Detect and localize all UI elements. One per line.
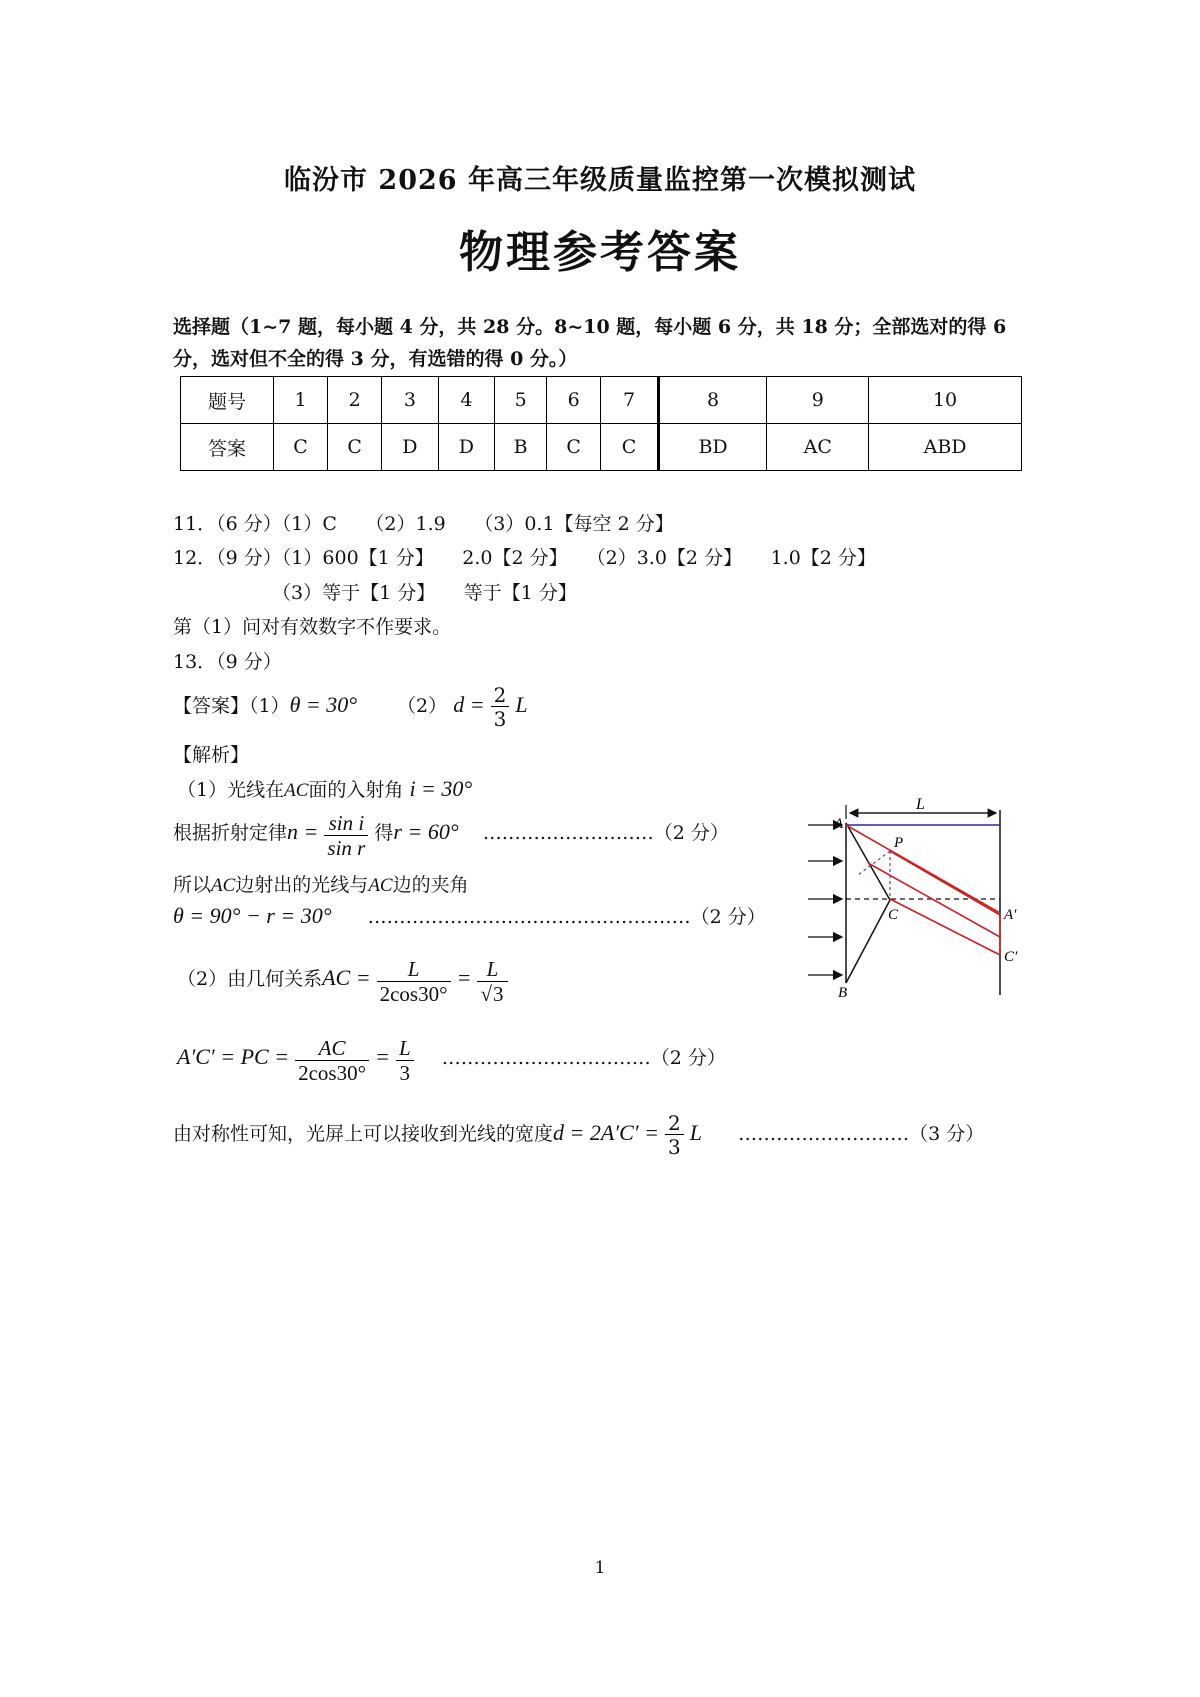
score-dots: …………………………… xyxy=(441,1047,651,1070)
answer-cell: C xyxy=(601,424,659,471)
label-b: B xyxy=(838,985,848,1001)
answer-cell: D xyxy=(438,424,494,471)
q12-answer-line2: （3）等于【1 分】 等于【1 分】 xyxy=(272,582,577,604)
score-dots: ……………………… xyxy=(738,1123,910,1145)
question-number-cell: 4 xyxy=(438,377,494,424)
ac-label: AC xyxy=(284,780,309,801)
question-number-cell: 8 xyxy=(658,377,767,424)
ac-over-cos-fraction: $\frac{AC}{2\cos 30^\circ}$ xyxy=(295,1037,369,1086)
final-width-line: 由对称性可知，光屏上可以接收到光线的宽度d = 2A′C′ = $\frac{2}{3}$ L ………………………（3 分） xyxy=(173,1111,985,1159)
refracted-ray-top xyxy=(846,825,1000,913)
ac-fraction: $\frac{L}{2\cos 30^\circ}$ xyxy=(377,958,451,1007)
ac-prime-line: A′C′ = PC = $\frac{AC}{2\cos 30^\circ}$ = $\frac{L}{3}$ ……………………………（2 分） xyxy=(177,1036,726,1086)
label-p: P xyxy=(894,835,904,851)
mc-instructions-line2: 分，选对但不全的得 3 分，有选错的得 0 分。） xyxy=(173,348,578,370)
exam-title: 临汾市 2026 年高三年级质量监控第一次模拟测试 xyxy=(284,165,916,196)
label-c-prime: C′ xyxy=(1004,949,1018,965)
table-header-cell: 答案 xyxy=(181,424,274,471)
question-number-cell: 3 xyxy=(382,377,438,424)
answer-cell: C xyxy=(274,424,328,471)
prism-refraction-diagram xyxy=(800,795,1018,1005)
emergent-angle-line: 所以AC边射出的光线与AC边的夹角 xyxy=(173,874,469,896)
question-number-cell: 10 xyxy=(869,377,1022,424)
score-label: （2 分） xyxy=(650,1047,726,1070)
width-equation-lhs: d = xyxy=(453,692,485,717)
score-dots: ……………………… xyxy=(482,822,654,845)
prism-edge-bc xyxy=(846,900,890,983)
width-equation-var: L xyxy=(515,692,528,717)
l-over-root3-fraction: $\frac{L}{√3}$ xyxy=(477,958,507,1007)
label-l: L xyxy=(916,796,925,813)
answer-part2-label: （2） xyxy=(397,695,448,717)
q12-answer-line1: 12．（9 分）（1）600【1 分】 2.0【2 分】 （2）3.0【2 分】 1.0【2 分】 xyxy=(173,547,876,569)
question-number-cell: 9 xyxy=(767,377,869,424)
answer-cell: C xyxy=(547,424,601,471)
answer-cell: B xyxy=(495,424,547,471)
analysis-part1-line: （1）光线在AC面的入射角 i = 30° xyxy=(177,776,473,801)
question-number-cell: 5 xyxy=(495,377,547,424)
refracted-ray xyxy=(868,863,1000,937)
question-number-cell: 7 xyxy=(601,377,659,424)
theta-equation: θ = 30° xyxy=(289,692,358,717)
refraction-angle-eq: r = 60° xyxy=(393,819,459,845)
question-number-cell: 1 xyxy=(274,377,328,424)
answer-label: 【答案】（1） xyxy=(173,695,290,717)
table-row-answers xyxy=(181,424,1022,471)
table-row-numbers xyxy=(181,377,1022,424)
score-label: （2 分） xyxy=(653,822,729,845)
page-number: 1 xyxy=(594,1558,606,1578)
q13-answer-line xyxy=(173,684,528,731)
q13-heading: 13．（9 分） xyxy=(173,651,282,673)
question-number-cell: 2 xyxy=(328,377,382,424)
page-title: 物理参考答案 xyxy=(459,227,741,278)
sin-ratio-fraction: $\frac{\text{sin i}}{\text{sin r}}$ xyxy=(324,812,368,861)
label-a: A xyxy=(834,816,844,832)
analysis-label: 【解析】 xyxy=(173,744,250,766)
prism-edge-ac xyxy=(846,823,890,900)
score-dots: …………………………………………… xyxy=(367,906,691,928)
fraction-two-thirds: $\frac{2}{3}$ xyxy=(491,684,510,731)
label-c: C xyxy=(888,907,899,923)
answer-cell: C xyxy=(328,424,382,471)
question-number-cell: 6 xyxy=(547,377,601,424)
label-a-prime: A′ xyxy=(1004,907,1017,923)
refraction-law-line: 根据折射定律n = $\frac{\text{sin i}}{\text{sin r}}$ 得r = 60° ………………………（2 分） xyxy=(173,811,729,861)
l-over-3-fraction: $\frac{L}{3}$ xyxy=(396,1037,414,1086)
q11-answer: 11．（6 分）（1）C （2）1.9 （3）0.1【每空 2 分】 xyxy=(173,513,674,535)
mc-instructions-line1: 选择题（1~7 题，每小题 4 分，共 28 分。8~10 题，每小题 6 分，共 18 分；全部选对的得 6 xyxy=(173,316,1007,338)
answer-cell: AC xyxy=(767,424,869,471)
answer-cell: ABD xyxy=(869,424,1022,471)
answer-table xyxy=(180,376,1022,471)
answer-cell: D xyxy=(382,424,438,471)
score-label: （2 分） xyxy=(690,906,766,928)
geometry-ac-line: （2）由几何关系AC = $\frac{L}{2\cos 30^\circ}$ = $\frac{L}{√3}$ xyxy=(177,958,508,1007)
final-fraction: $\frac{2}{3}$ xyxy=(665,1112,684,1159)
score-label: （3 分） xyxy=(909,1123,985,1145)
q12-note: 第（1）问对有效数字不作要求。 xyxy=(173,616,452,638)
answer-cell: BD xyxy=(658,424,767,471)
table-header-cell: 题号 xyxy=(181,377,274,424)
incidence-angle-eq: i = 30° xyxy=(409,776,473,801)
theta-result-line xyxy=(173,902,766,929)
theta-result-eq: θ = 90° − r = 30° xyxy=(173,903,332,928)
